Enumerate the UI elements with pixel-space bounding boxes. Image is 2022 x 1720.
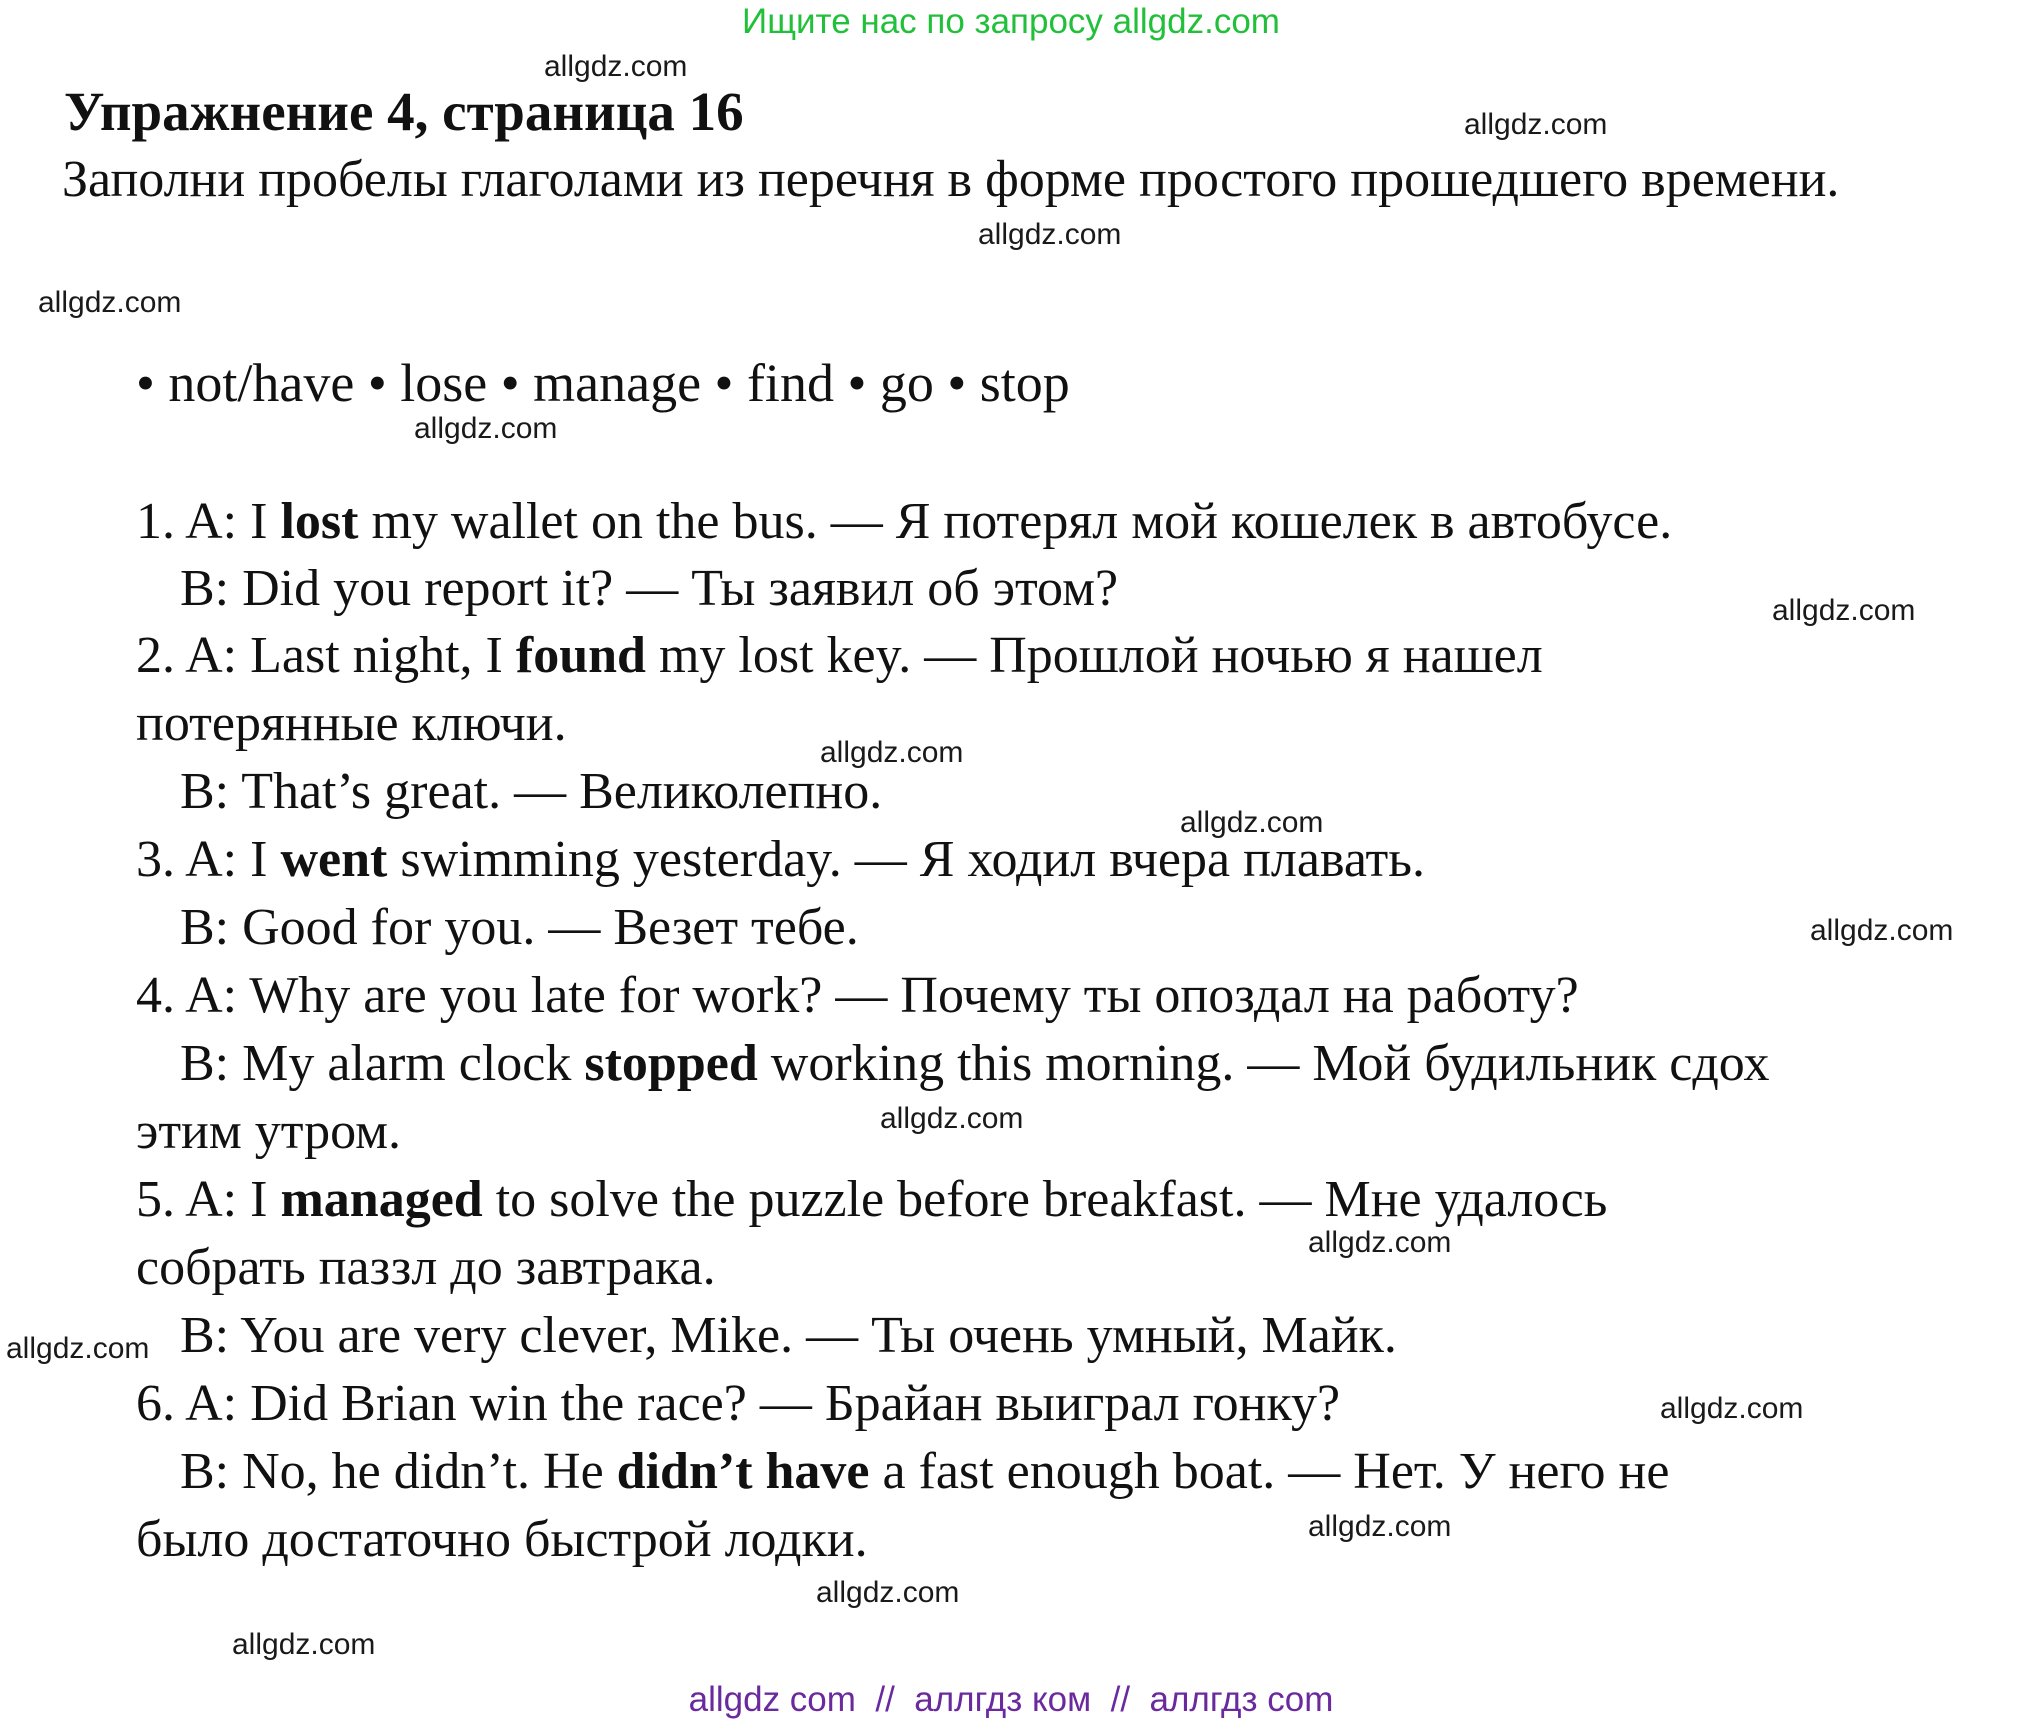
- watermark: allgdz.com: [880, 1102, 1024, 1135]
- answer-line-3b: B: Good for you. — Везет тебе.: [180, 899, 859, 956]
- answer-line-6-cont: было достаточно быстрой лодки.: [136, 1511, 868, 1568]
- answer-line-5a: 5. A: I managed to solve the puzzle before breakfast. — Мне удалось: [136, 1171, 1608, 1228]
- answer-word: lost: [280, 493, 359, 550]
- answer-line-5b: B: You are very clever, Mike. — Ты очень умный, Майк.: [180, 1307, 1397, 1364]
- answer-word: found: [515, 627, 646, 684]
- watermark: allgdz.com: [816, 1576, 960, 1609]
- answer-line-3a: 3. A: I went swimming yesterday. — Я ходил вчера плавать.: [136, 831, 1425, 888]
- answer-word: managed: [280, 1171, 483, 1228]
- answer-line-6a: 6. A: Did Brian win the race? — Брайан выиграл гонку?: [136, 1375, 1341, 1432]
- answer-word: went: [280, 831, 388, 888]
- answer-line-1b: B: Did you report it? — Ты заявил об этом?: [180, 560, 1119, 617]
- answer-word: didn’t have: [616, 1443, 870, 1500]
- answer-line-4a: 4. A: Why are you late for work? — Почему ты опоздал на работу?: [136, 967, 1579, 1024]
- answer-line-6b: B: No, he didn’t. He didn’t have a fast enough boat. — Нет. У него не: [180, 1443, 1670, 1500]
- watermark: allgdz.com: [1308, 1226, 1452, 1259]
- watermark: allgdz.com: [38, 286, 182, 319]
- answer-word: stopped: [584, 1035, 758, 1092]
- answer-line-5-cont: собрать паззл до завтрака.: [136, 1239, 716, 1296]
- footer-links: allgdz com // аллгдз ком // аллгдз com: [688, 1680, 1334, 1719]
- watermark: allgdz.com: [1464, 108, 1608, 141]
- watermark: allgdz.com: [232, 1628, 376, 1661]
- verb-list: • not/have • lose • manage • find • go • stop: [136, 353, 1070, 413]
- watermark: allgdz.com: [1180, 806, 1324, 839]
- answer-line-2b: B: That’s great. — Великолепно.: [180, 763, 883, 820]
- answer-line-2-cont: потерянные ключи.: [136, 695, 567, 752]
- search-banner: Ищите нас по запросу allgdz.com: [742, 2, 1280, 41]
- answer-line-1a: 1. A: I lost my wallet on the bus. — Я потерял мой кошелек в автобусе.: [136, 493, 1673, 550]
- watermark: allgdz.com: [1810, 914, 1954, 947]
- watermark: allgdz.com: [820, 736, 964, 769]
- task-instruction: Заполни пробелы глаголами из перечня в форме простого прошедшего времени.: [62, 151, 1840, 208]
- answer-line-2a: 2. A: Last night, I found my lost key. — Прошлой ночью я нашел: [136, 627, 1543, 684]
- watermark: allgdz.com: [1660, 1392, 1804, 1425]
- watermark: allgdz.com: [1308, 1510, 1452, 1543]
- watermark: allgdz.com: [544, 50, 688, 83]
- watermark: allgdz.com: [978, 218, 1122, 251]
- exercise-title: Упражнение 4, страница 16: [64, 81, 744, 142]
- watermark: allgdz.com: [6, 1332, 150, 1365]
- answer-line-4b: B: My alarm clock stopped working this morning. — Мой будильник сдох: [180, 1035, 1770, 1092]
- watermark: allgdz.com: [1772, 594, 1916, 627]
- watermark: allgdz.com: [414, 412, 558, 445]
- answer-line-4-cont: этим утром.: [136, 1103, 402, 1160]
